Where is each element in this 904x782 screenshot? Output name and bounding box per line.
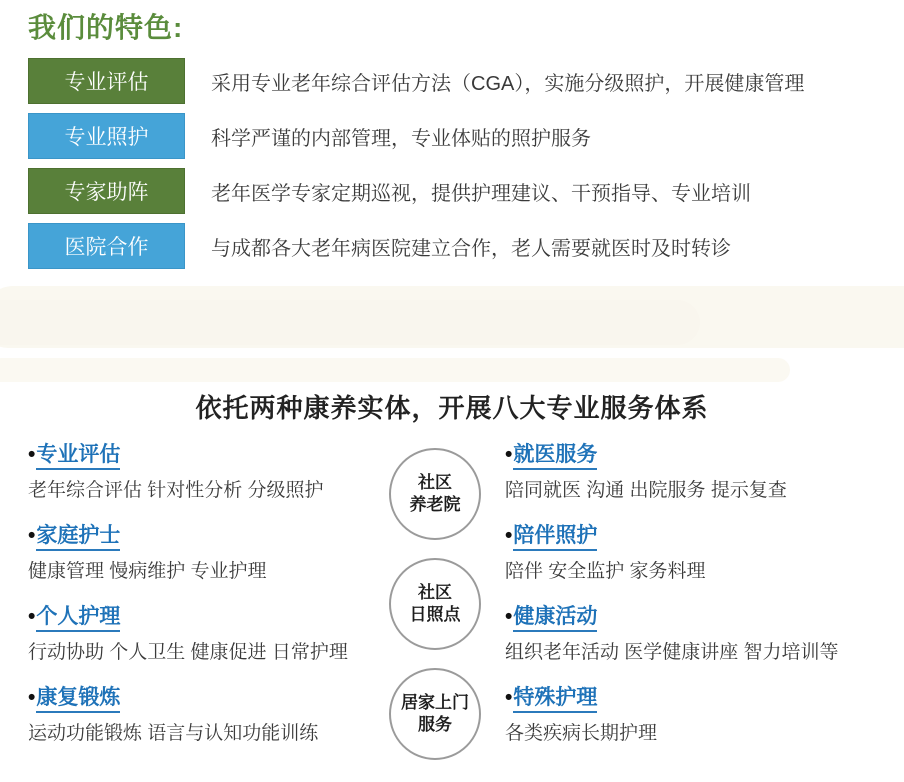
care-entities-column: [389, 448, 481, 760]
bullet-dot: •: [505, 686, 513, 709]
feature-badge-care: 专业照护: [28, 113, 185, 159]
entity-line: 日照点: [409, 605, 461, 624]
entity-line: 居家上门: [401, 693, 469, 712]
bullet-dot: •: [505, 605, 513, 628]
bullet-dot: •: [505, 443, 513, 466]
services-left-column: [28, 443, 373, 767]
service-heading: [505, 686, 895, 710]
service-link-family-nurse[interactable]: 家庭护士: [36, 524, 120, 551]
entity-line: 社区: [418, 583, 452, 602]
service-item: [505, 686, 895, 746]
service-detail: 各类疾病长期护理: [505, 723, 658, 744]
feature-row: [28, 58, 804, 104]
bullet-dot: •: [28, 443, 36, 466]
service-detail: 行动协助 个人卫生 健康促进 日常护理: [28, 642, 348, 663]
entity-line: 社区: [418, 473, 452, 492]
features-title: 我们的特色:: [28, 12, 184, 43]
entity-line: 养老院: [409, 495, 461, 514]
service-link-companion-care[interactable]: 陪伴照护: [513, 524, 597, 551]
service-detail: 健康管理 慢病维护 专业护理: [28, 561, 267, 582]
service-heading: [505, 443, 895, 467]
background-cream-band: [0, 300, 700, 345]
entity-line: 服务: [418, 715, 452, 734]
service-heading: [28, 686, 373, 710]
service-heading: [28, 524, 373, 548]
service-heading: [505, 605, 895, 629]
service-item: [505, 524, 895, 584]
service-item: [505, 443, 895, 503]
service-link-health-activities[interactable]: 健康活动: [513, 605, 597, 632]
feature-row: [28, 168, 804, 214]
features-section: [28, 6, 804, 278]
service-link-medical-escort[interactable]: 就医服务: [513, 443, 597, 470]
service-detail: 老年综合评估 针对性分析 分级照护: [28, 480, 324, 501]
services-section-title: 依托两种康养实体，开展八大专业服务体系: [195, 393, 709, 423]
feature-badge-hospital: 医院合作: [28, 223, 185, 269]
feature-badge-assessment: 专业评估: [28, 58, 185, 104]
bullet-dot: •: [28, 686, 36, 709]
services-right-column: [505, 443, 895, 767]
service-heading: [505, 524, 895, 548]
feature-description: 老年医学专家定期巡视，提供护理建议、干预指导、专业培训: [211, 182, 751, 205]
service-detail: 陪伴 安全监护 家务料理: [505, 561, 706, 582]
feature-row: [28, 113, 804, 159]
service-heading: [28, 443, 373, 467]
service-item: [28, 605, 373, 665]
feature-description: 与成都各大老年病医院建立合作，老人需要就医时及时转诊: [211, 237, 731, 260]
background-cream-band: [0, 358, 790, 382]
service-link-special-nursing[interactable]: 特殊护理: [513, 686, 597, 713]
service-link-rehab[interactable]: 康复锻炼: [36, 686, 120, 713]
service-link-assessment[interactable]: 专业评估: [36, 443, 120, 470]
service-item: [28, 443, 373, 503]
feature-row: [28, 223, 804, 269]
entity-circle-community-nursing-home: [389, 448, 481, 540]
service-link-personal-care[interactable]: 个人护理: [36, 605, 120, 632]
service-item: [28, 524, 373, 584]
service-item: [28, 686, 373, 746]
feature-description: 科学严谨的内部管理，专业体贴的照护服务: [211, 127, 591, 150]
service-detail: 陪同就医 沟通 出院服务 提示复查: [505, 480, 787, 501]
bullet-dot: •: [505, 524, 513, 547]
bullet-dot: •: [28, 605, 36, 628]
feature-badge-experts: 专家助阵: [28, 168, 185, 214]
bullet-dot: •: [28, 524, 36, 547]
service-heading: [28, 605, 373, 629]
entity-circle-community-daycare: [389, 558, 481, 650]
entity-circle-home-visit: [389, 668, 481, 760]
service-detail: 运动功能锻炼 语言与认知功能训练: [28, 723, 319, 744]
service-item: [505, 605, 895, 665]
feature-description: 采用专业老年综合评估方法（CGA），实施分级照护，开展健康管理: [211, 72, 805, 95]
service-detail: 组织老年活动 医学健康讲座 智力培训等: [505, 642, 839, 663]
